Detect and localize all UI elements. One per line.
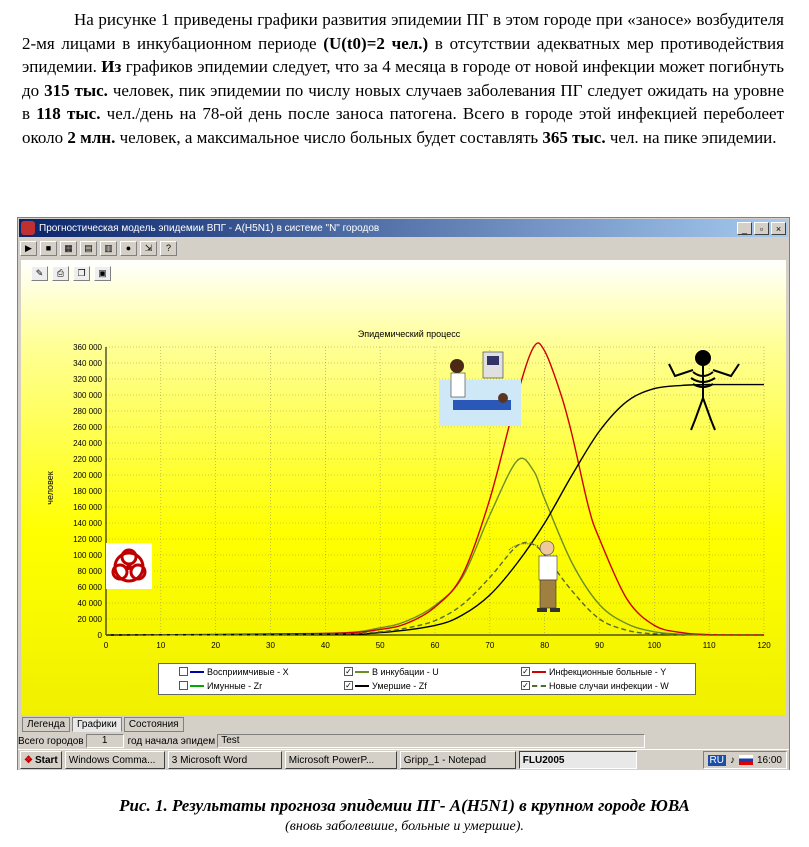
chart-grid bbox=[106, 347, 764, 635]
x-tick-label: 10 bbox=[156, 641, 166, 650]
legend-swatch bbox=[532, 685, 546, 687]
calculator-icon[interactable]: ▤ bbox=[80, 241, 97, 256]
y-tick-label: 80 000 bbox=[77, 567, 102, 576]
minimize-button[interactable]: _ bbox=[737, 222, 752, 235]
legend-label: Инфекционные больные - Y bbox=[549, 666, 667, 677]
y-tick-label: 360 000 bbox=[73, 343, 102, 352]
help-icon[interactable]: ? bbox=[160, 241, 177, 256]
legend-label: Умершие - Zf bbox=[372, 680, 427, 691]
sneezing-man-illustration bbox=[509, 541, 560, 612]
flag-icon bbox=[739, 755, 753, 765]
epidemic-year-value[interactable]: Test bbox=[217, 734, 645, 748]
y-tick-label: 120 000 bbox=[73, 535, 102, 544]
y-tick-label: 100 000 bbox=[73, 551, 102, 560]
legend-checkbox[interactable]: ✓ bbox=[345, 681, 352, 690]
legend-checkbox[interactable] bbox=[179, 681, 188, 690]
x-tick-label: 40 bbox=[320, 641, 330, 650]
export-icon[interactable]: ⇲ bbox=[140, 241, 157, 256]
app-icon bbox=[21, 221, 35, 235]
start-button[interactable]: ❖ Start bbox=[20, 751, 62, 769]
y-tick-label: 200 000 bbox=[73, 471, 102, 480]
copy-icon[interactable]: ❐ bbox=[73, 266, 90, 281]
tab-states[interactable]: Состояния bbox=[124, 717, 184, 732]
language-indicator[interactable]: RU bbox=[709, 754, 724, 766]
y-tick-label: 220 000 bbox=[73, 455, 102, 464]
legend-swatch bbox=[190, 685, 204, 687]
x-tick-label: 90 bbox=[595, 641, 604, 650]
restore-button[interactable]: ▫ bbox=[754, 222, 769, 235]
legend-checkbox[interactable]: ✓ bbox=[522, 667, 529, 676]
y-tick-label: 180 000 bbox=[73, 487, 102, 496]
y-tick-label: 140 000 bbox=[73, 519, 102, 528]
epidemic-chart bbox=[21, 260, 786, 660]
taskbar-item-flu2005[interactable]: FLU2005 bbox=[519, 751, 637, 769]
x-tick-label: 100 bbox=[647, 641, 662, 650]
y-tick-label: 40 000 bbox=[77, 599, 102, 608]
legend-label: В инкубации - U bbox=[372, 666, 439, 677]
y-tick-label: 160 000 bbox=[73, 503, 102, 512]
taskbar-item-command[interactable]: Windows Comma... bbox=[65, 751, 165, 769]
legend-label: Новые случаи инфекции - W bbox=[549, 680, 669, 691]
run-icon[interactable]: ▶ bbox=[20, 241, 37, 256]
stop-icon[interactable]: ■ bbox=[40, 241, 57, 256]
title-bar bbox=[19, 219, 788, 237]
y-tick-label: 280 000 bbox=[73, 407, 102, 416]
main-toolbar bbox=[20, 239, 177, 257]
x-tick-label: 110 bbox=[702, 641, 716, 650]
app-window bbox=[17, 217, 790, 770]
grid-icon[interactable]: ▥ bbox=[100, 241, 117, 256]
intro-paragraph: На рисунке 1 приведены графики развития эпидемии ПГ в этом городе при «заносе» возбудителя 2-мя лицами в инкубационном периоде (U(t0)=2 чел.) в отсутствии адекватных мер противодействия эпидемии. Из графиков эпидемии следует, что за 4 месяца в городе от новой инфекции может погибнуть до 315 тыс. человек, пик эпидемии по числу новых случаев заболевания ПГ следует ожидать на уровне в 118 тыс. чел./день на 78-ой день после заноса патогена. Всего в городе этой инфекцией переболеет около 2 млн. человек, а максимальное число больных будет составлять 365 тыс. чел. на пике эпидемии. bbox=[22, 10, 785, 147]
legend-label: Имунные - Zr bbox=[207, 680, 263, 691]
chart-title: Эпидемический процесс bbox=[357, 329, 461, 339]
chart-legend bbox=[158, 663, 696, 695]
legend-checkbox[interactable]: ✓ bbox=[345, 667, 352, 676]
system-tray bbox=[703, 751, 787, 769]
y-tick-label: 260 000 bbox=[73, 423, 102, 432]
legend-entry[interactable] bbox=[521, 679, 669, 692]
taskbar bbox=[18, 749, 789, 770]
close-button[interactable]: × bbox=[771, 222, 786, 235]
legend-swatch bbox=[355, 685, 369, 687]
figure-caption: Рис. 1. Результаты прогноза эпидемии ПГ- A(H5N1) в крупном городе ЮВА bbox=[119, 796, 690, 815]
y-axis-label: человек bbox=[45, 471, 55, 505]
x-tick-label: 20 bbox=[211, 641, 221, 650]
tab-legend[interactable]: Легенда bbox=[22, 717, 70, 732]
taskbar-item-word[interactable]: 3 Microsoft Word bbox=[168, 751, 282, 769]
legend-entry[interactable] bbox=[179, 679, 262, 692]
legend-label: Восприимчивые - X bbox=[207, 666, 289, 677]
legend-swatch bbox=[355, 671, 369, 673]
legend-swatch bbox=[532, 671, 546, 673]
legend-entry[interactable] bbox=[344, 679, 427, 692]
windows-icon: ❖ bbox=[24, 754, 33, 766]
series-line-3 bbox=[106, 542, 764, 635]
chart-axes bbox=[73, 343, 771, 650]
x-tick-label: 80 bbox=[540, 641, 550, 650]
y-tick-label: 60 000 bbox=[77, 583, 102, 592]
x-tick-label: 70 bbox=[485, 641, 495, 650]
save-icon[interactable]: ▣ bbox=[94, 266, 111, 281]
legend-checkbox[interactable] bbox=[179, 667, 188, 676]
y-tick-label: 0 bbox=[97, 631, 102, 640]
legend-entry[interactable] bbox=[179, 665, 289, 678]
y-tick-label: 20 000 bbox=[77, 615, 102, 624]
y-tick-label: 340 000 bbox=[73, 359, 102, 368]
legend-entry[interactable] bbox=[344, 665, 439, 678]
x-tick-label: 120 bbox=[757, 641, 771, 650]
biohazard-illustration bbox=[106, 543, 152, 589]
x-tick-label: 0 bbox=[103, 641, 109, 650]
y-tick-label: 320 000 bbox=[73, 375, 102, 384]
figure-subcaption: (вновь заболевшие, больные и умершие). bbox=[285, 819, 524, 834]
cities-value[interactable]: 1 bbox=[86, 734, 124, 748]
table-icon[interactable]: ▦ bbox=[60, 241, 77, 256]
print-icon[interactable]: ⎙ bbox=[52, 266, 69, 281]
legend-entry[interactable] bbox=[521, 665, 666, 678]
clock: 16:00 bbox=[756, 754, 782, 766]
epidemic-year-label: год начала эпидем bbox=[127, 735, 216, 747]
x-tick-label: 30 bbox=[266, 641, 275, 650]
record-icon[interactable]: ● bbox=[120, 241, 137, 256]
x-tick-label: 50 bbox=[375, 641, 385, 650]
volume-icon[interactable]: ♪ bbox=[729, 754, 735, 766]
window-title: Прогностическая модель эпидемии ВПГ - A(H5N1) в системе "N" городов bbox=[39, 222, 380, 234]
y-tick-label: 300 000 bbox=[73, 391, 102, 400]
chart-edit-icon[interactable]: ✎ bbox=[31, 266, 48, 281]
y-tick-label: 240 000 bbox=[73, 439, 102, 448]
cities-label: Всего городов bbox=[18, 735, 84, 747]
taskbar-item-powerpoint[interactable]: Microsoft PowerP... bbox=[285, 751, 397, 769]
tab-graphs[interactable]: Графики bbox=[72, 717, 122, 732]
legend-swatch bbox=[190, 671, 204, 673]
legend-checkbox[interactable]: ✓ bbox=[522, 681, 529, 690]
bottom-tabs bbox=[22, 717, 184, 732]
status-bar bbox=[18, 734, 789, 748]
x-tick-label: 60 bbox=[430, 641, 440, 650]
chart-panel bbox=[21, 260, 786, 715]
taskbar-item-notepad[interactable]: Gripp_1 - Notepad bbox=[400, 751, 516, 769]
